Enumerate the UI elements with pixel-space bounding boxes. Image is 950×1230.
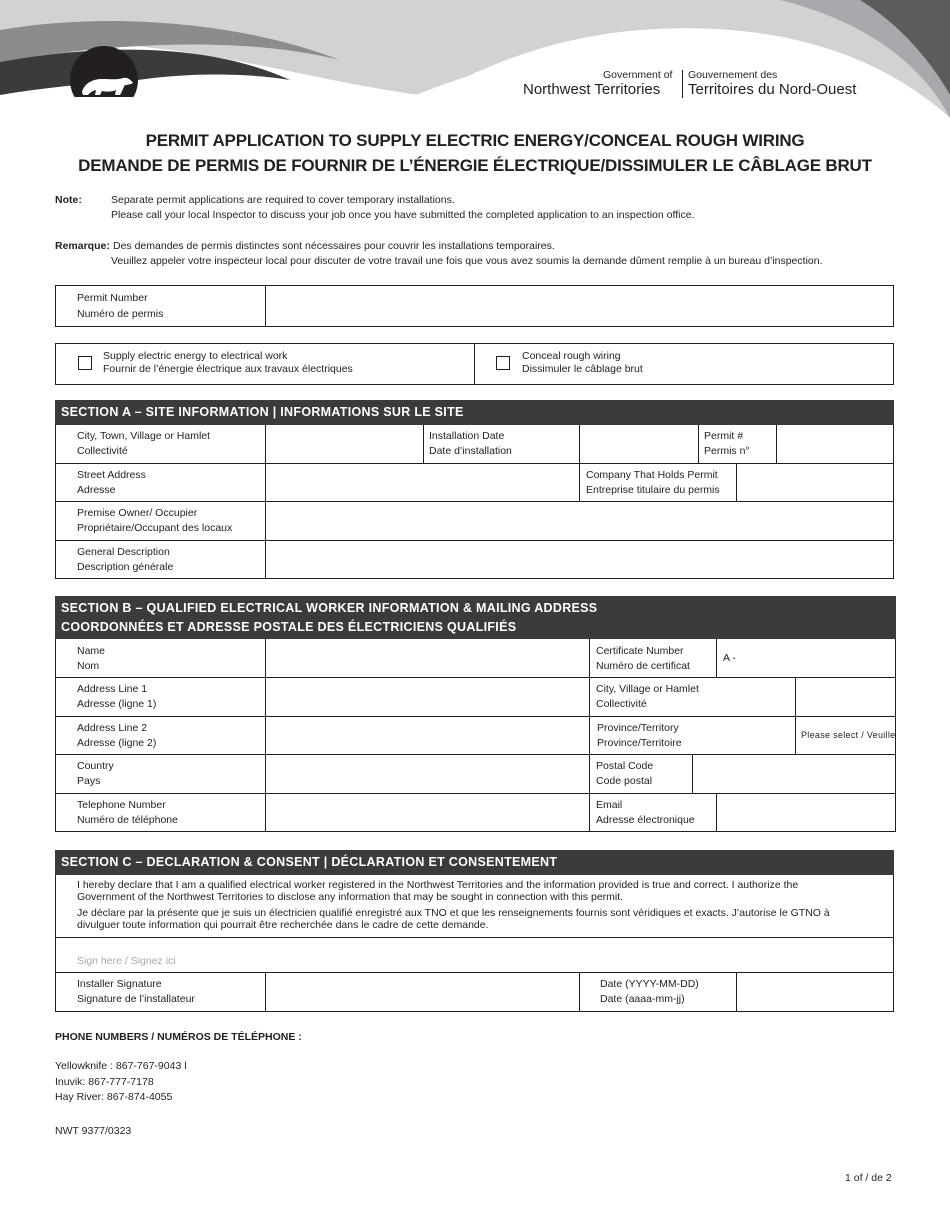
c-installer-sig-label-fr: Signature de l’installateur — [77, 993, 195, 1005]
b-city-label-fr: Collectivité — [596, 698, 647, 710]
b-email-input[interactable] — [718, 795, 894, 830]
permit-number-label-fr: Numéro de permis — [77, 308, 164, 320]
conceal-checkbox[interactable] — [496, 356, 510, 370]
gov-en-small: Government of — [603, 69, 673, 81]
section-b-heading-en: SECTION B – QUALIFIED ELECTRICAL WORKER INFORMATION & MAILING ADDRESS — [61, 601, 598, 615]
b-phone-label-fr: Numéro de téléphone — [77, 814, 178, 826]
c-decl-fr-1: Je déclare par la présente que je suis un électricien qualifié enregistré aux TNO et que les renseignements fournis sont véridiques et exacts. J’autorise le GTNO à — [77, 907, 830, 919]
a-description-label-fr: Description générale — [77, 561, 174, 573]
c-decl-en-1: I hereby declare that I am a qualified electrical worker registered in the Northwest Territories and the information provided is true and correct. I authorize the — [77, 879, 799, 891]
title-fr: DEMANDE DE PERMIS DE FOURNIR DE L’ÉNERGIE ÉLECTRIQUE/DISSIMULER LE CÂBLAGE BRUT — [78, 156, 872, 175]
c-installer-sig-label-en: Installer Signature — [77, 978, 162, 990]
note-line2: Please call your local Inspector to discuss your job once you have submitted the completed application to an inspection office. — [111, 209, 695, 221]
remarque-label: Remarque: — [55, 240, 110, 252]
conceal-label-en: Conceal rough wiring — [522, 350, 621, 362]
b-postal-label-fr: Code postal — [596, 775, 653, 787]
b-address2-label-en: Address Line 2 — [77, 722, 148, 734]
b-address1-input[interactable] — [267, 679, 587, 714]
c-date-label-fr: Date (aaaa-mm-jj) — [600, 993, 685, 1005]
title-en: PERMIT APPLICATION TO SUPPLY ELECTRIC ENERGY/CONCEAL ROUGH WIRING — [145, 131, 805, 150]
note-line1: Separate permit applications are required to cover temporary installations. — [111, 194, 455, 206]
a-city-input[interactable] — [267, 427, 421, 461]
b-name-label-fr: Nom — [77, 660, 100, 672]
b-country-label-fr: Pays — [77, 775, 101, 787]
c-decl-fr-2: divulguer toute information qui pourrait être recherchée dans le cadre de cette demande. — [77, 919, 489, 931]
b-address1-label-en: Address Line 1 — [77, 683, 148, 695]
permit-number-label-en: Permit Number — [77, 292, 148, 304]
b-province-select[interactable]: Please select / Veuille — [801, 730, 896, 740]
c-installer-sig-input[interactable] — [267, 974, 577, 1010]
phone-inuvik: Inuvik: 867-777-7178 — [55, 1076, 154, 1088]
a-owner-input[interactable] — [267, 503, 892, 538]
phone-yellowknife: Yellowknife : 867-767-9043 l — [55, 1060, 187, 1072]
page-indicator: 1 of / de 2 — [845, 1172, 892, 1184]
supply-label-en: Supply electric energy to electrical work — [103, 350, 288, 362]
a-permit-no-input[interactable] — [778, 427, 892, 461]
supply-label-fr: Fournir de l’énergie électrique aux travaux électriques — [103, 363, 353, 375]
permit-number-input[interactable] — [267, 287, 892, 325]
a-street-input[interactable] — [267, 465, 577, 499]
form-code: NWT 9377/0323 — [55, 1125, 132, 1137]
a-company-label-en: Company That Holds Permit — [586, 469, 718, 481]
b-name-input[interactable] — [267, 641, 587, 675]
a-description-label-en: General Description — [77, 546, 170, 558]
a-owner-label-en: Premise Owner/ Occupier — [77, 507, 198, 519]
a-city-label-en: City, Town, Village or Hamlet — [77, 430, 211, 442]
a-city-label-fr: Collectivité — [77, 445, 128, 457]
a-install-date-label-en: Installation Date — [429, 430, 505, 442]
b-address1-label-fr: Adresse (ligne 1) — [77, 698, 157, 710]
a-permit-no-label-en: Permit # — [704, 430, 744, 442]
c-date-input[interactable] — [738, 974, 892, 1010]
remarque-line1: Des demandes de permis distinctes sont nécessaires pour couvrir les installations temporaires. — [113, 240, 555, 252]
a-company-label-fr: Entreprise titulaire du permis — [586, 484, 720, 496]
b-phone-input[interactable] — [267, 795, 587, 830]
conceal-label-fr: Dissimuler le câblage brut — [522, 363, 643, 375]
remarque-line2: Veuillez appeler votre inspecteur local pour discuter de votre travail une fois que vous avez soumis la demande dûment remplie à un bureau d’inspection. — [111, 255, 823, 267]
a-company-input[interactable] — [738, 465, 892, 499]
b-certificate-label-en: Certificate Number — [596, 645, 684, 657]
b-country-label-en: Country — [77, 760, 114, 772]
a-install-date-label-fr: Date d’installation — [429, 445, 512, 457]
c-sign-field[interactable]: Sign here / Signez ici — [77, 955, 176, 967]
gov-fr-small: Gouvernement des — [688, 69, 778, 81]
b-address2-input[interactable] — [267, 718, 587, 752]
phone-hayriver: Hay River: 867-874-4055 — [55, 1091, 173, 1103]
header-banner — [0, 0, 950, 120]
b-city-input[interactable] — [797, 679, 894, 714]
a-owner-label-fr: Propriétaire/Occupant des locaux — [77, 522, 233, 534]
b-certificate-input[interactable]: A - — [723, 652, 736, 664]
phones-heading: PHONE NUMBERS / NUMÉROS DE TÉLÉPHONE : — [55, 1031, 302, 1043]
b-province-label-fr: Province/Territoire — [597, 737, 682, 749]
b-email-label-fr: Adresse électronique — [596, 814, 695, 826]
b-email-label-en: Email — [596, 799, 623, 811]
a-install-date-input[interactable] — [581, 427, 696, 461]
c-decl-en-2: Government of the Northwest Territories to disclose any information that may be sought in connection with this permit. — [77, 891, 624, 903]
b-province-label-en: Province/Territory — [597, 722, 679, 734]
b-postal-input[interactable] — [694, 756, 894, 791]
note-label: Note: — [55, 194, 82, 206]
section-b-heading-fr: COORDONNÉES ET ADRESSE POSTALE DES ÉLECTRICIENS QUALIFIÉS — [61, 620, 517, 634]
a-street-label-fr: Adresse — [77, 484, 116, 496]
a-permit-no-label-fr: Permis n° — [704, 445, 750, 457]
b-country-input[interactable] — [267, 756, 587, 791]
a-street-label-en: Street Address — [77, 469, 146, 481]
gov-divider — [682, 70, 683, 98]
a-description-input[interactable] — [267, 542, 892, 577]
b-phone-label-en: Telephone Number — [77, 799, 166, 811]
section-a-heading: SECTION A – SITE INFORMATION | INFORMATIONS SUR LE SITE — [55, 400, 894, 425]
b-city-label-en: City, Village or Hamlet — [596, 683, 699, 695]
supply-checkbox[interactable] — [78, 356, 92, 370]
b-name-label-en: Name — [77, 645, 106, 657]
c-date-label-en: Date (YYYY-MM-DD) — [600, 978, 699, 990]
gov-en-big: Northwest Territories — [523, 81, 661, 98]
gov-fr-big: Territoires du Nord-Ouest — [688, 81, 857, 98]
section-c-heading: SECTION C – DECLARATION & CONSENT | DÉCLARATION ET CONSENTEMENT — [55, 850, 894, 875]
section-b-heading — [55, 596, 896, 639]
b-address2-label-fr: Adresse (ligne 2) — [77, 737, 157, 749]
b-certificate-label-fr: Numéro de certificat — [596, 660, 690, 672]
b-postal-label-en: Postal Code — [596, 760, 654, 772]
